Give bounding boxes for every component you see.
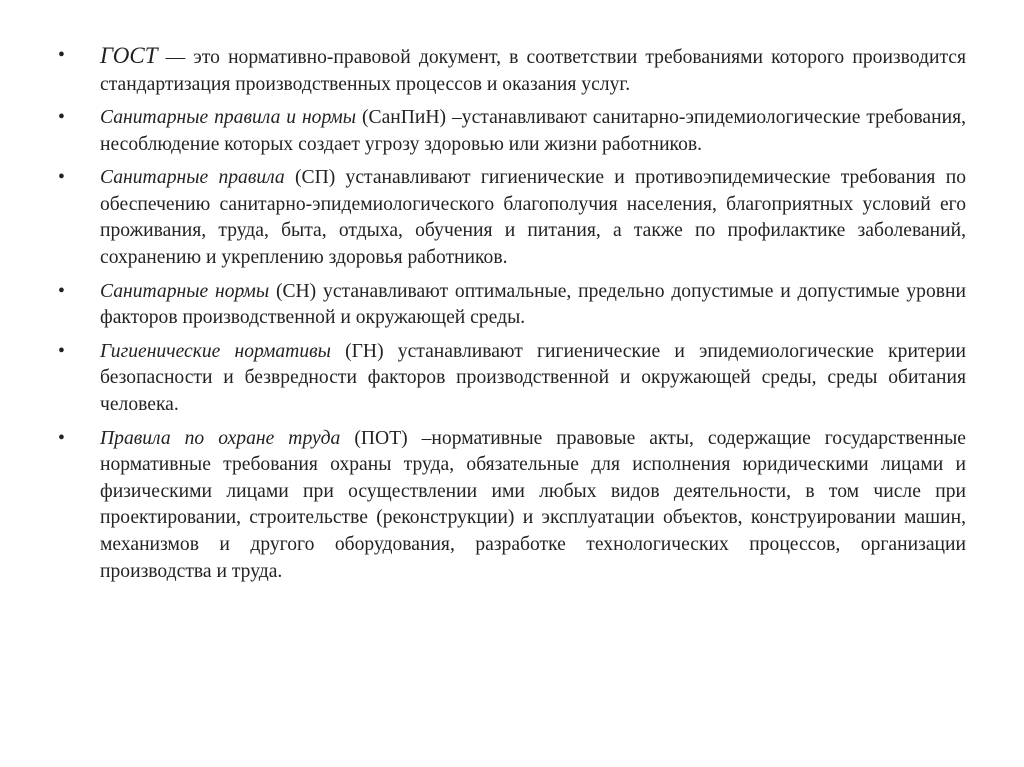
definition-gost: — это нормативно-правовой документ, в соответствии требованиями которого производится стандартизация производственных процессов и оказания услуг. [100, 47, 966, 95]
definition-gn: (ГН) устанавливают гигиенические и эпидемиологические критерии безопасности и безвредности факторов производственной и окружающей среды, среды обитания человека. [100, 340, 966, 415]
list-item-pot [58, 426, 966, 586]
bullet-icon: • [58, 280, 65, 302]
term-sn: Санитарные нормы [100, 280, 270, 302]
definitions-list [58, 42, 966, 585]
term-gn: Гигиенические нормативы [100, 340, 331, 362]
bullet-icon: • [58, 340, 65, 362]
list-item-sp [58, 165, 966, 271]
bullet-icon: • [58, 107, 65, 128]
list-item-sanpin [58, 105, 966, 158]
definition-sanpin: (СанПиН) –устанавливают санитарно-эпидемиологические требования, несоблюдение которых создает угрозу здоровью или жизни работников. [100, 107, 966, 155]
bullet-icon: • [58, 167, 65, 189]
bullet-icon: • [58, 427, 65, 449]
definition-pot: (ПОТ) –нормативные правовые акты, содержащие государственные нормативные требования охраны труда, обязательные для исполнения юридическими лицами и физическими лицами при осуществлении ими любых видов деятельности, в том числе при проектировании, строительстве (реконструкции) и эксплуатации объектов, конструировании машин, механизмов и другого оборудования, разработке технологических процессов, организации производства и труда. [100, 427, 966, 582]
bullet-icon: • [58, 45, 65, 66]
term-pot: Правила по охране труда [100, 427, 341, 449]
list-item-gost [58, 42, 966, 98]
list-item-gn [58, 339, 966, 419]
definition-sp: (СП) устанавливают гигиенические и противоэпидемические требования по обеспечению санитарно-эпидемиологического благополучия населения, благоприятных условий его проживания, труда, быта, отдыха, обучения и питания, а также по профилактике заболеваний, сохранению и укреплению здоровья работников. [100, 167, 966, 268]
term-sp: Санитарные правила [100, 167, 285, 189]
term-gost: ГОСТ [100, 43, 158, 68]
definition-sn: (СН) устанавливают оптимальные, предельно допустимые и допустимые уровни факторов производственной и окружающей среды. [100, 280, 966, 329]
list-item-sn [58, 279, 966, 332]
term-sanpin: Санитарные правила и нормы [100, 107, 357, 128]
